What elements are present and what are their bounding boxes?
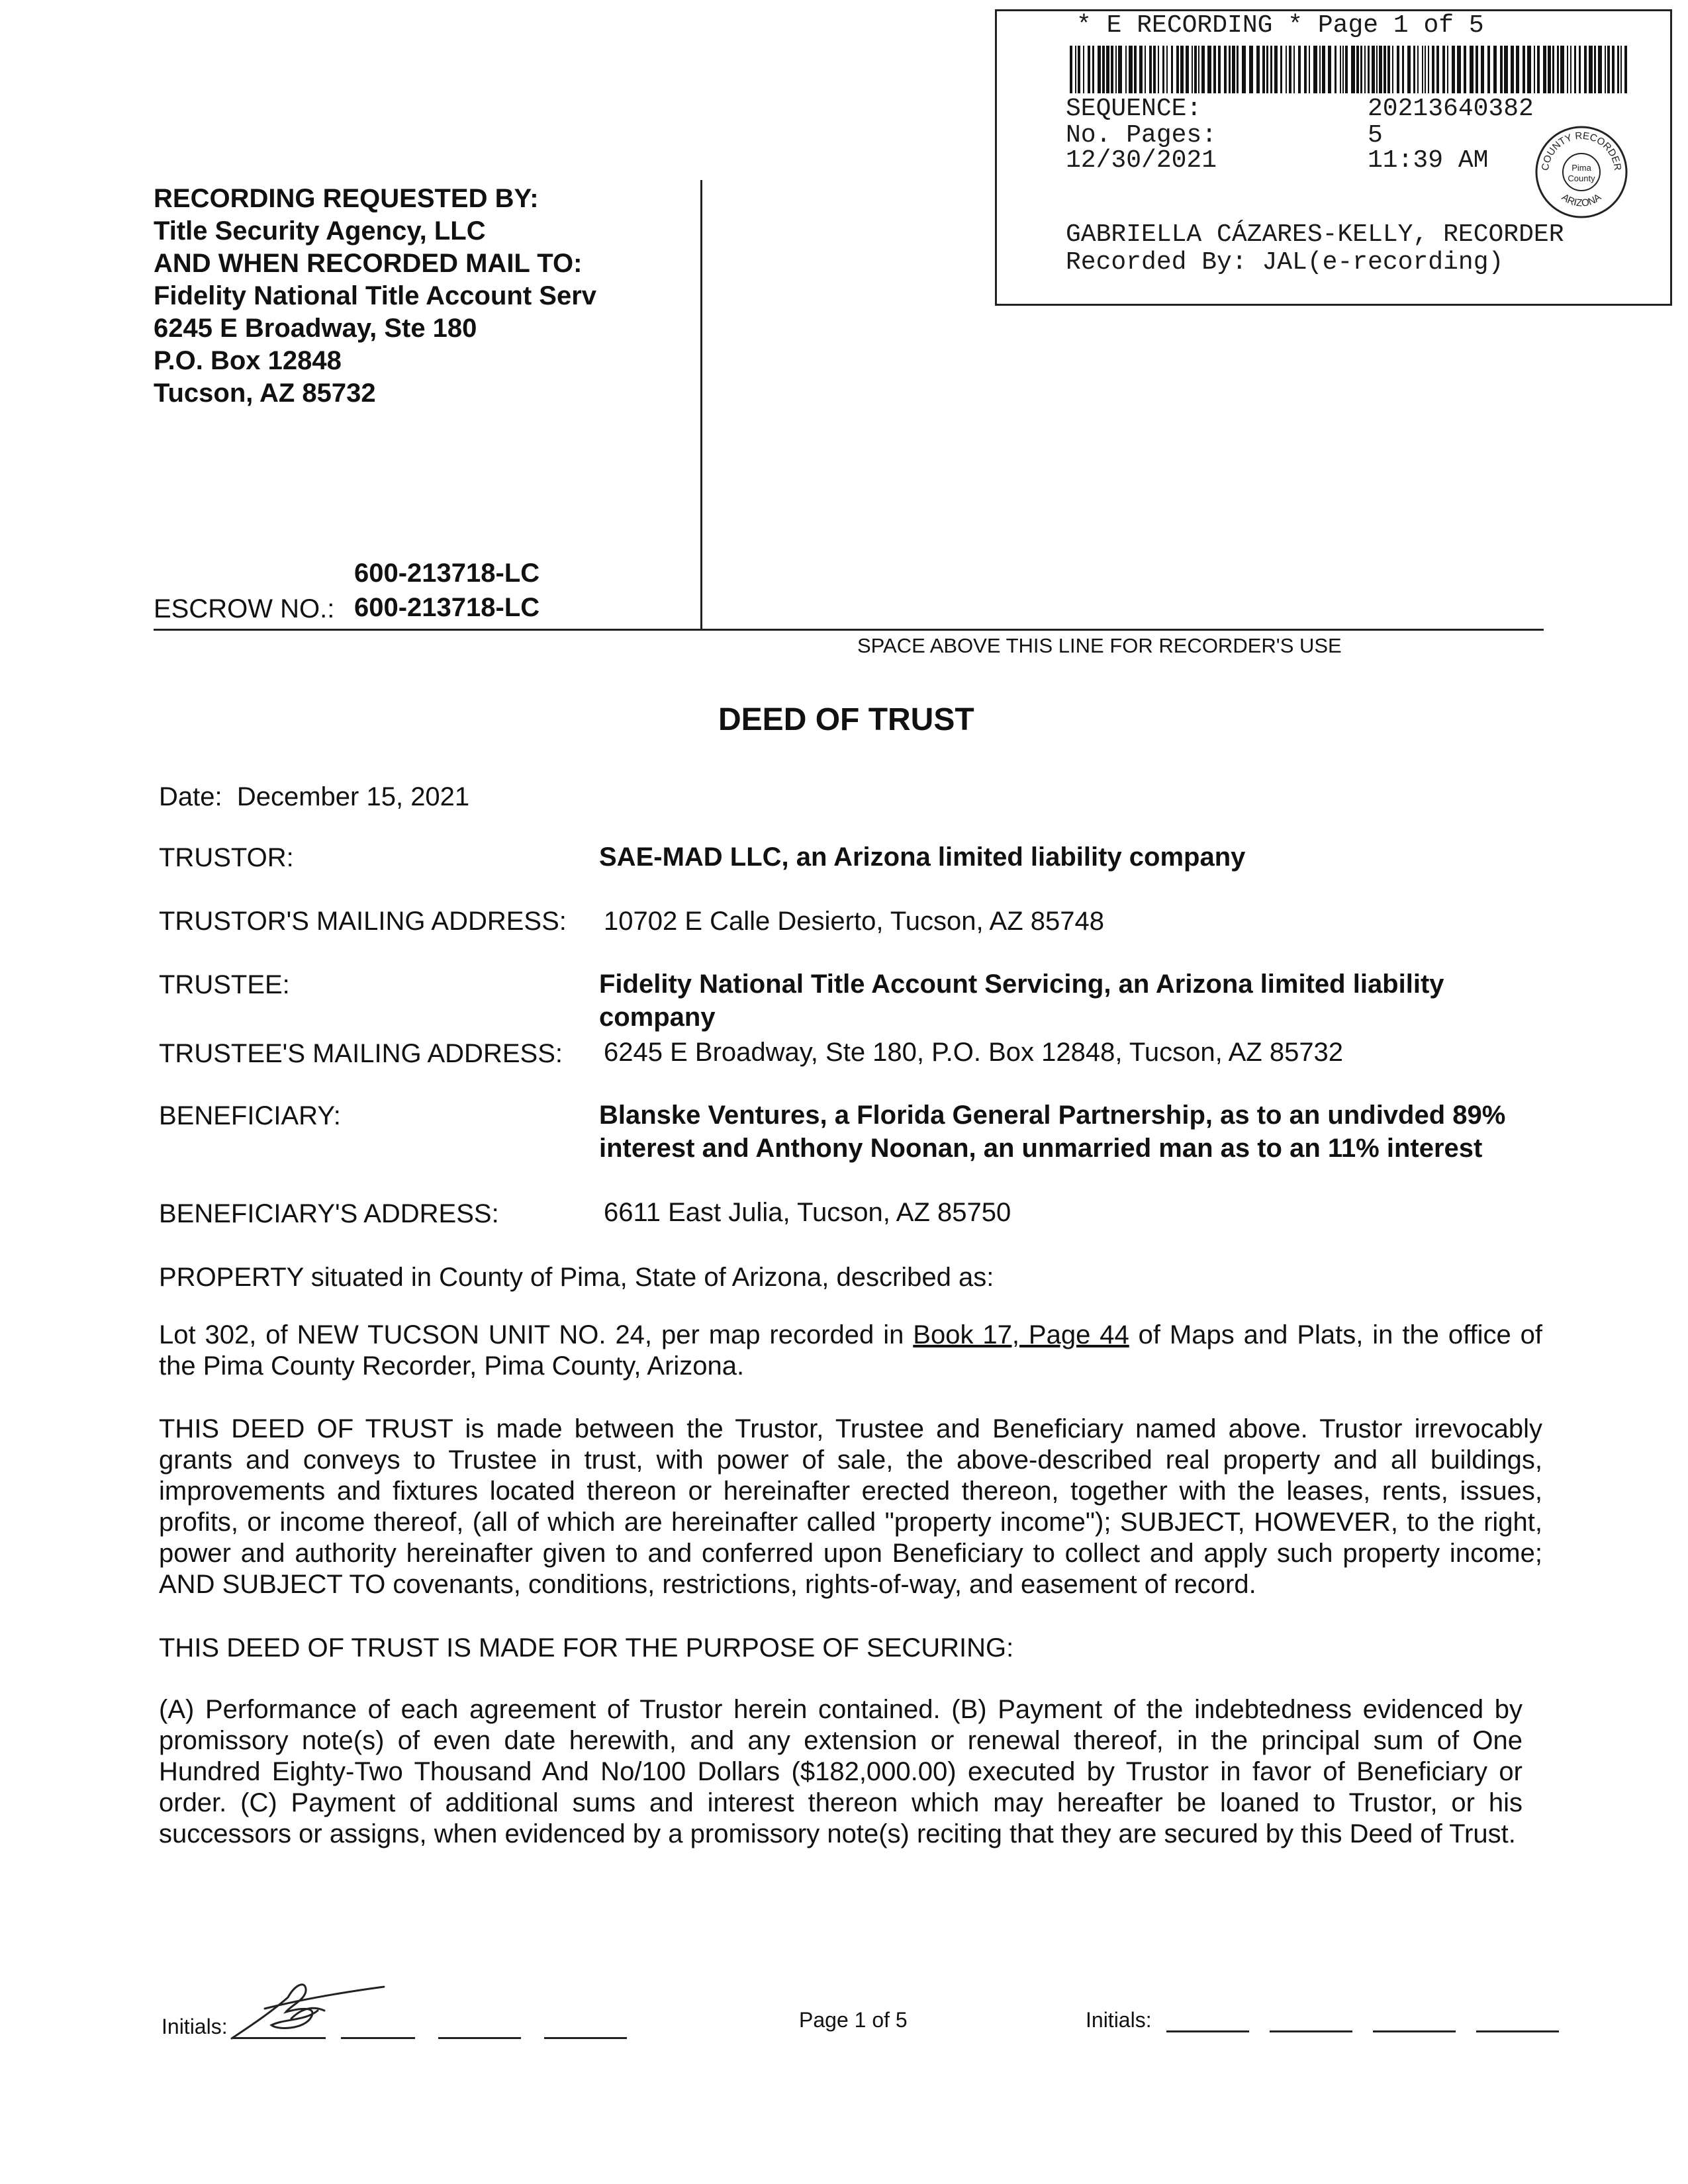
barcode-bar <box>1376 46 1378 93</box>
trustor-label: TRUSTOR: <box>159 843 294 872</box>
recording-date: 12/30/2021 <box>1066 146 1217 175</box>
barcode-bar <box>1180 46 1184 93</box>
barcode-bar <box>1548 46 1551 93</box>
barcode <box>1070 46 1632 93</box>
barcode-bar <box>1605 46 1606 93</box>
recorded-by: Recorded By: JAL(e-recording) <box>1066 248 1504 277</box>
seal-top-text: COUNTY RECORDER <box>1539 130 1624 171</box>
barcode-bar <box>1256 46 1260 93</box>
barcode-bar <box>1286 46 1287 93</box>
document-title: DEED OF TRUST <box>718 702 974 737</box>
barcode-bar <box>1192 46 1193 93</box>
svg-text:ARIZONA <box>1560 191 1603 208</box>
trustor-address-value: 10702 E Calle Desierto, Tucson, AZ 85748 <box>604 907 1105 936</box>
sequence-value: 20213640382 <box>1368 95 1534 123</box>
barcode-bar <box>1356 46 1359 93</box>
barcode-bar <box>1464 46 1466 93</box>
barcode-bar <box>1598 46 1602 93</box>
barcode-bar <box>1293 46 1295 93</box>
barcode-bar <box>1229 46 1231 93</box>
barcode-bar <box>1194 46 1197 93</box>
barcode-bar <box>1319 46 1321 93</box>
barcode-bar <box>1624 46 1627 93</box>
barcode-bar <box>1289 46 1291 93</box>
legal-description <box>159 1320 1542 1382</box>
barcode-bar <box>1511 46 1514 93</box>
barcode-bar <box>1111 46 1113 93</box>
barcode-bar <box>1224 46 1227 93</box>
barcode-bar <box>1149 46 1152 93</box>
escrow-number-top: 600-213718-LC <box>354 559 540 588</box>
barcode-bar <box>1102 46 1105 93</box>
barcode-bar <box>1470 46 1474 93</box>
initials-blank-5 <box>1166 2030 1249 2032</box>
initials-blank-6 <box>1270 2030 1352 2032</box>
barcode-bar <box>1351 46 1355 93</box>
county-seal <box>1532 122 1631 222</box>
initials-left-label: Initials: <box>162 2015 228 2038</box>
barcode-bar <box>1280 46 1282 93</box>
barcode-bar <box>1476 46 1478 93</box>
barcode-bar <box>1266 46 1268 93</box>
barcode-bar <box>1070 46 1072 93</box>
recorder-name: GABRIELLA CÁZARES-KELLY, RECORDER <box>1066 220 1564 249</box>
barcode-bar <box>1313 46 1317 93</box>
barcode-bar <box>1620 46 1622 93</box>
barcode-bar <box>1570 46 1571 93</box>
mail-to-label: AND WHEN RECORDED MAIL TO: <box>154 249 583 278</box>
recording-time: 11:39 AM <box>1368 146 1489 175</box>
barcode-bar <box>1213 46 1216 93</box>
barcode-bar <box>1537 46 1540 93</box>
barcode-bar <box>1589 46 1593 93</box>
trustee-label: TRUSTEE: <box>159 970 290 999</box>
barcode-bar <box>1504 46 1508 93</box>
barcode-bar <box>1218 46 1221 93</box>
barcode-bar <box>1560 46 1564 93</box>
barcode-bar <box>1432 46 1434 93</box>
barcode-bar <box>1166 46 1168 93</box>
barcode-bar <box>1493 46 1497 93</box>
barcode-bar <box>1567 46 1568 93</box>
barcode-bar <box>1584 46 1587 93</box>
escrow-number: 600-213718-LC <box>354 593 540 622</box>
barcode-bar <box>1207 46 1211 93</box>
initials-right-label: Initials: <box>1086 2008 1152 2032</box>
barcode-bar <box>1557 46 1559 93</box>
requested-by-label: RECORDING REQUESTED BY: <box>154 184 539 213</box>
barcode-bar <box>1125 46 1127 93</box>
mail-to-city: Tucson, AZ 85732 <box>154 379 376 408</box>
barcode-bar <box>1342 46 1344 93</box>
space-above-notice: SPACE ABOVE THIS LINE FOR RECORDER'S USE <box>857 634 1342 657</box>
barcode-bar <box>1392 46 1393 93</box>
barcode-bar <box>1139 46 1143 93</box>
barcode-bar <box>1368 46 1370 93</box>
beneficiary-label: BENEFICIARY: <box>159 1101 341 1130</box>
plat-book-reference: Book 17, Page 44 <box>913 1320 1129 1349</box>
barcode-bar <box>1186 46 1189 93</box>
barcode-bar <box>1552 46 1554 93</box>
initials-blank-4 <box>544 2037 627 2039</box>
barcode-bar <box>1153 46 1156 93</box>
grant-paragraph: THIS DEED OF TRUST is made between the Trustor, Trustee and Beneficiary named above. Trustor irrevocably grants and conveys to Trustee in trust, with power of sale, the above-described real property and all buildings, improvements and fixtures located thereon or hereinafter erected thereon, together with the leases, rents, issues, profits, or income thereof, (all of which are hereinafter called "property income"); SUBJECT, HOWEVER, to the right, power and authority hereinafter given to and conferred upon Beneficiary to collect and apply such property income; AND SUBJECT TO covenants, conditions, restrictions, rights-of-way, and easement of record. <box>159 1414 1542 1599</box>
barcode-bar <box>1436 46 1439 93</box>
trustee-value-line1: Fidelity National Title Account Servicing, an Arizona limited liability <box>599 970 1444 999</box>
beneficiary-address-label: BENEFICIARY'S ADDRESS: <box>159 1199 499 1228</box>
initials-signature <box>225 1972 397 2045</box>
barcode-bar <box>1452 46 1455 93</box>
mail-to-street: 6245 E Broadway, Ste 180 <box>154 314 477 343</box>
barcode-bar <box>1527 46 1531 93</box>
barcode-bar <box>1617 46 1619 93</box>
stamp-page-line: * E RECORDING * Page 1 of 5 <box>1076 11 1484 40</box>
barcode-bar <box>1387 46 1390 93</box>
barcode-bar <box>1340 46 1341 93</box>
barcode-bar <box>1372 46 1375 93</box>
barcode-bar <box>1328 46 1331 93</box>
barcode-bar <box>1397 46 1399 93</box>
barcode-bar <box>1129 46 1133 93</box>
date-line <box>159 781 469 813</box>
barcode-bar <box>1481 46 1484 93</box>
barcode-bar <box>1487 46 1490 93</box>
initials-blank-3 <box>438 2037 521 2039</box>
barcode-bar <box>1304 46 1307 93</box>
barcode-bar <box>1543 46 1546 93</box>
trustee-address-label: TRUSTEE'S MAILING ADDRESS: <box>159 1039 563 1068</box>
barcode-bar <box>1232 46 1235 93</box>
barcode-bar <box>1118 46 1122 93</box>
barcode-bar <box>1345 46 1348 93</box>
mail-to-po-box: P.O. Box 12848 <box>154 346 342 375</box>
seal-center-text-2: County <box>1568 173 1595 183</box>
initials-blank-8 <box>1476 2030 1559 2032</box>
barcode-bar <box>1612 46 1615 93</box>
barcode-bar <box>1249 46 1253 93</box>
barcode-bar <box>1262 46 1265 93</box>
barcode-bar <box>1579 46 1581 93</box>
requested-by-name: Title Security Agency, LLC <box>154 216 486 246</box>
barcode-bar <box>1447 46 1448 93</box>
barcode-bar <box>1158 46 1159 93</box>
initials-blank-7 <box>1373 2030 1456 2032</box>
page-number: Page 1 of 5 <box>799 2008 908 2032</box>
beneficiary-value-line2: interest and Anthony Noonan, an unmarried man as to an 11% interest <box>599 1134 1483 1163</box>
barcode-bar <box>1500 46 1503 93</box>
trustor-value: SAE-MAD LLC, an Arizona limited liability company <box>599 842 1246 872</box>
barcode-bar <box>1270 46 1272 93</box>
barcode-bar <box>1242 46 1246 93</box>
barcode-bar <box>1516 46 1519 93</box>
legal-description-pre: Lot 302, of NEW TUCSON UNIT NO. 24, per map recorded in <box>159 1320 914 1349</box>
barcode-bar <box>1534 46 1535 93</box>
pages-value: 5 <box>1368 121 1383 150</box>
barcode-bar <box>1428 46 1429 93</box>
barcode-bar <box>1360 46 1362 93</box>
barcode-bar <box>1407 46 1411 93</box>
barcode-bar <box>1078 46 1080 93</box>
divider-vertical <box>700 180 702 630</box>
date-label: Date: <box>159 782 222 811</box>
barcode-bar <box>1088 46 1090 93</box>
barcode-bar <box>1402 46 1404 93</box>
barcode-bar <box>1574 46 1576 93</box>
property-intro: PROPERTY situated in County of Pima, State of Arizona, described as: <box>159 1263 994 1292</box>
securing-paragraph: (A) Performance of each agreement of Trustor herein contained. (B) Payment of the indebtedness evidenced by promissory note(s) of even date herewith, and any extension or renewal thereof, in the principal sum of One Hundred Eighty-Two Thousand And No/100 Dollars ($182,000.00) executed by Trustor in favor of Beneficiary or order. (C) Payment of additional sums and interest thereon which may hereafter be loaned to Trustor, or his successors or assigns, when evidenced by a promissory note(s) reciting that they are secured by this Deed of Trust. <box>159 1695 1523 1848</box>
sequence-label: SEQUENCE: <box>1066 95 1202 123</box>
barcode-bar <box>1322 46 1325 93</box>
trustee-address-value: 6245 E Broadway, Ste 180, P.O. Box 12848, Tucson, AZ 85732 <box>604 1038 1344 1067</box>
barcode-bar <box>1364 46 1366 93</box>
seal-center-text-1: Pima <box>1571 163 1591 173</box>
barcode-bar <box>1417 46 1419 93</box>
initials-right <box>1086 2008 1559 2032</box>
barcode-bar <box>1098 46 1101 93</box>
barcode-bar <box>1106 46 1109 93</box>
barcode-bar <box>1237 46 1239 93</box>
barcode-bar <box>1422 46 1423 93</box>
barcode-bar <box>1115 46 1117 93</box>
barcode-bar <box>1198 46 1199 93</box>
beneficiary-address-value: 6611 East Julia, Tucson, AZ 85750 <box>604 1198 1011 1227</box>
date-value: December 15, 2021 <box>236 782 470 811</box>
purpose-heading: THIS DEED OF TRUST IS MADE FOR THE PURPOSE OF SECURING: <box>159 1633 1014 1662</box>
barcode-bar <box>1594 46 1596 93</box>
barcode-bar <box>1383 46 1386 93</box>
divider-horizontal <box>154 629 1544 631</box>
barcode-bar <box>1274 46 1278 93</box>
pages-label: No. Pages: <box>1066 121 1217 150</box>
legal-description-post: of Maps and Plats, in the office of the Pima County Recorder, Pima County, Arizona. <box>159 1320 1543 1381</box>
barcode-bar <box>1379 46 1382 93</box>
recorder-stamp <box>995 9 1672 306</box>
barcode-bar <box>1171 46 1173 93</box>
barcode-bar <box>1413 46 1415 93</box>
barcode-bar <box>1425 46 1426 93</box>
barcode-bar <box>1523 46 1525 93</box>
barcode-bar <box>1298 46 1301 93</box>
barcode-bar <box>1309 46 1310 93</box>
barcode-bar <box>1607 46 1610 93</box>
barcode-bar <box>1442 46 1445 93</box>
barcode-bar <box>1201 46 1205 93</box>
escrow-label: ESCROW NO.: <box>154 594 335 623</box>
barcode-bar <box>1075 46 1076 93</box>
trustor-address-label: TRUSTOR'S MAILING ADDRESS: <box>159 907 567 936</box>
beneficiary-value-line1: Blanske Ventures, a Florida General Partnership, as to an undivded 89% <box>599 1101 1506 1130</box>
barcode-bar <box>1083 46 1084 93</box>
mail-to-name: Fidelity National Title Account Serv <box>154 281 597 310</box>
barcode-bar <box>1457 46 1461 93</box>
barcode-bar <box>1145 46 1146 93</box>
trustee-value-line2: company <box>599 1003 716 1032</box>
barcode-bar <box>1176 46 1179 93</box>
barcode-bar <box>1162 46 1164 93</box>
barcode-bar <box>1134 46 1137 93</box>
seal-bottom-text: ARIZONA <box>1559 191 1604 209</box>
barcode-bar <box>1092 46 1094 93</box>
barcode-bar <box>1335 46 1336 93</box>
